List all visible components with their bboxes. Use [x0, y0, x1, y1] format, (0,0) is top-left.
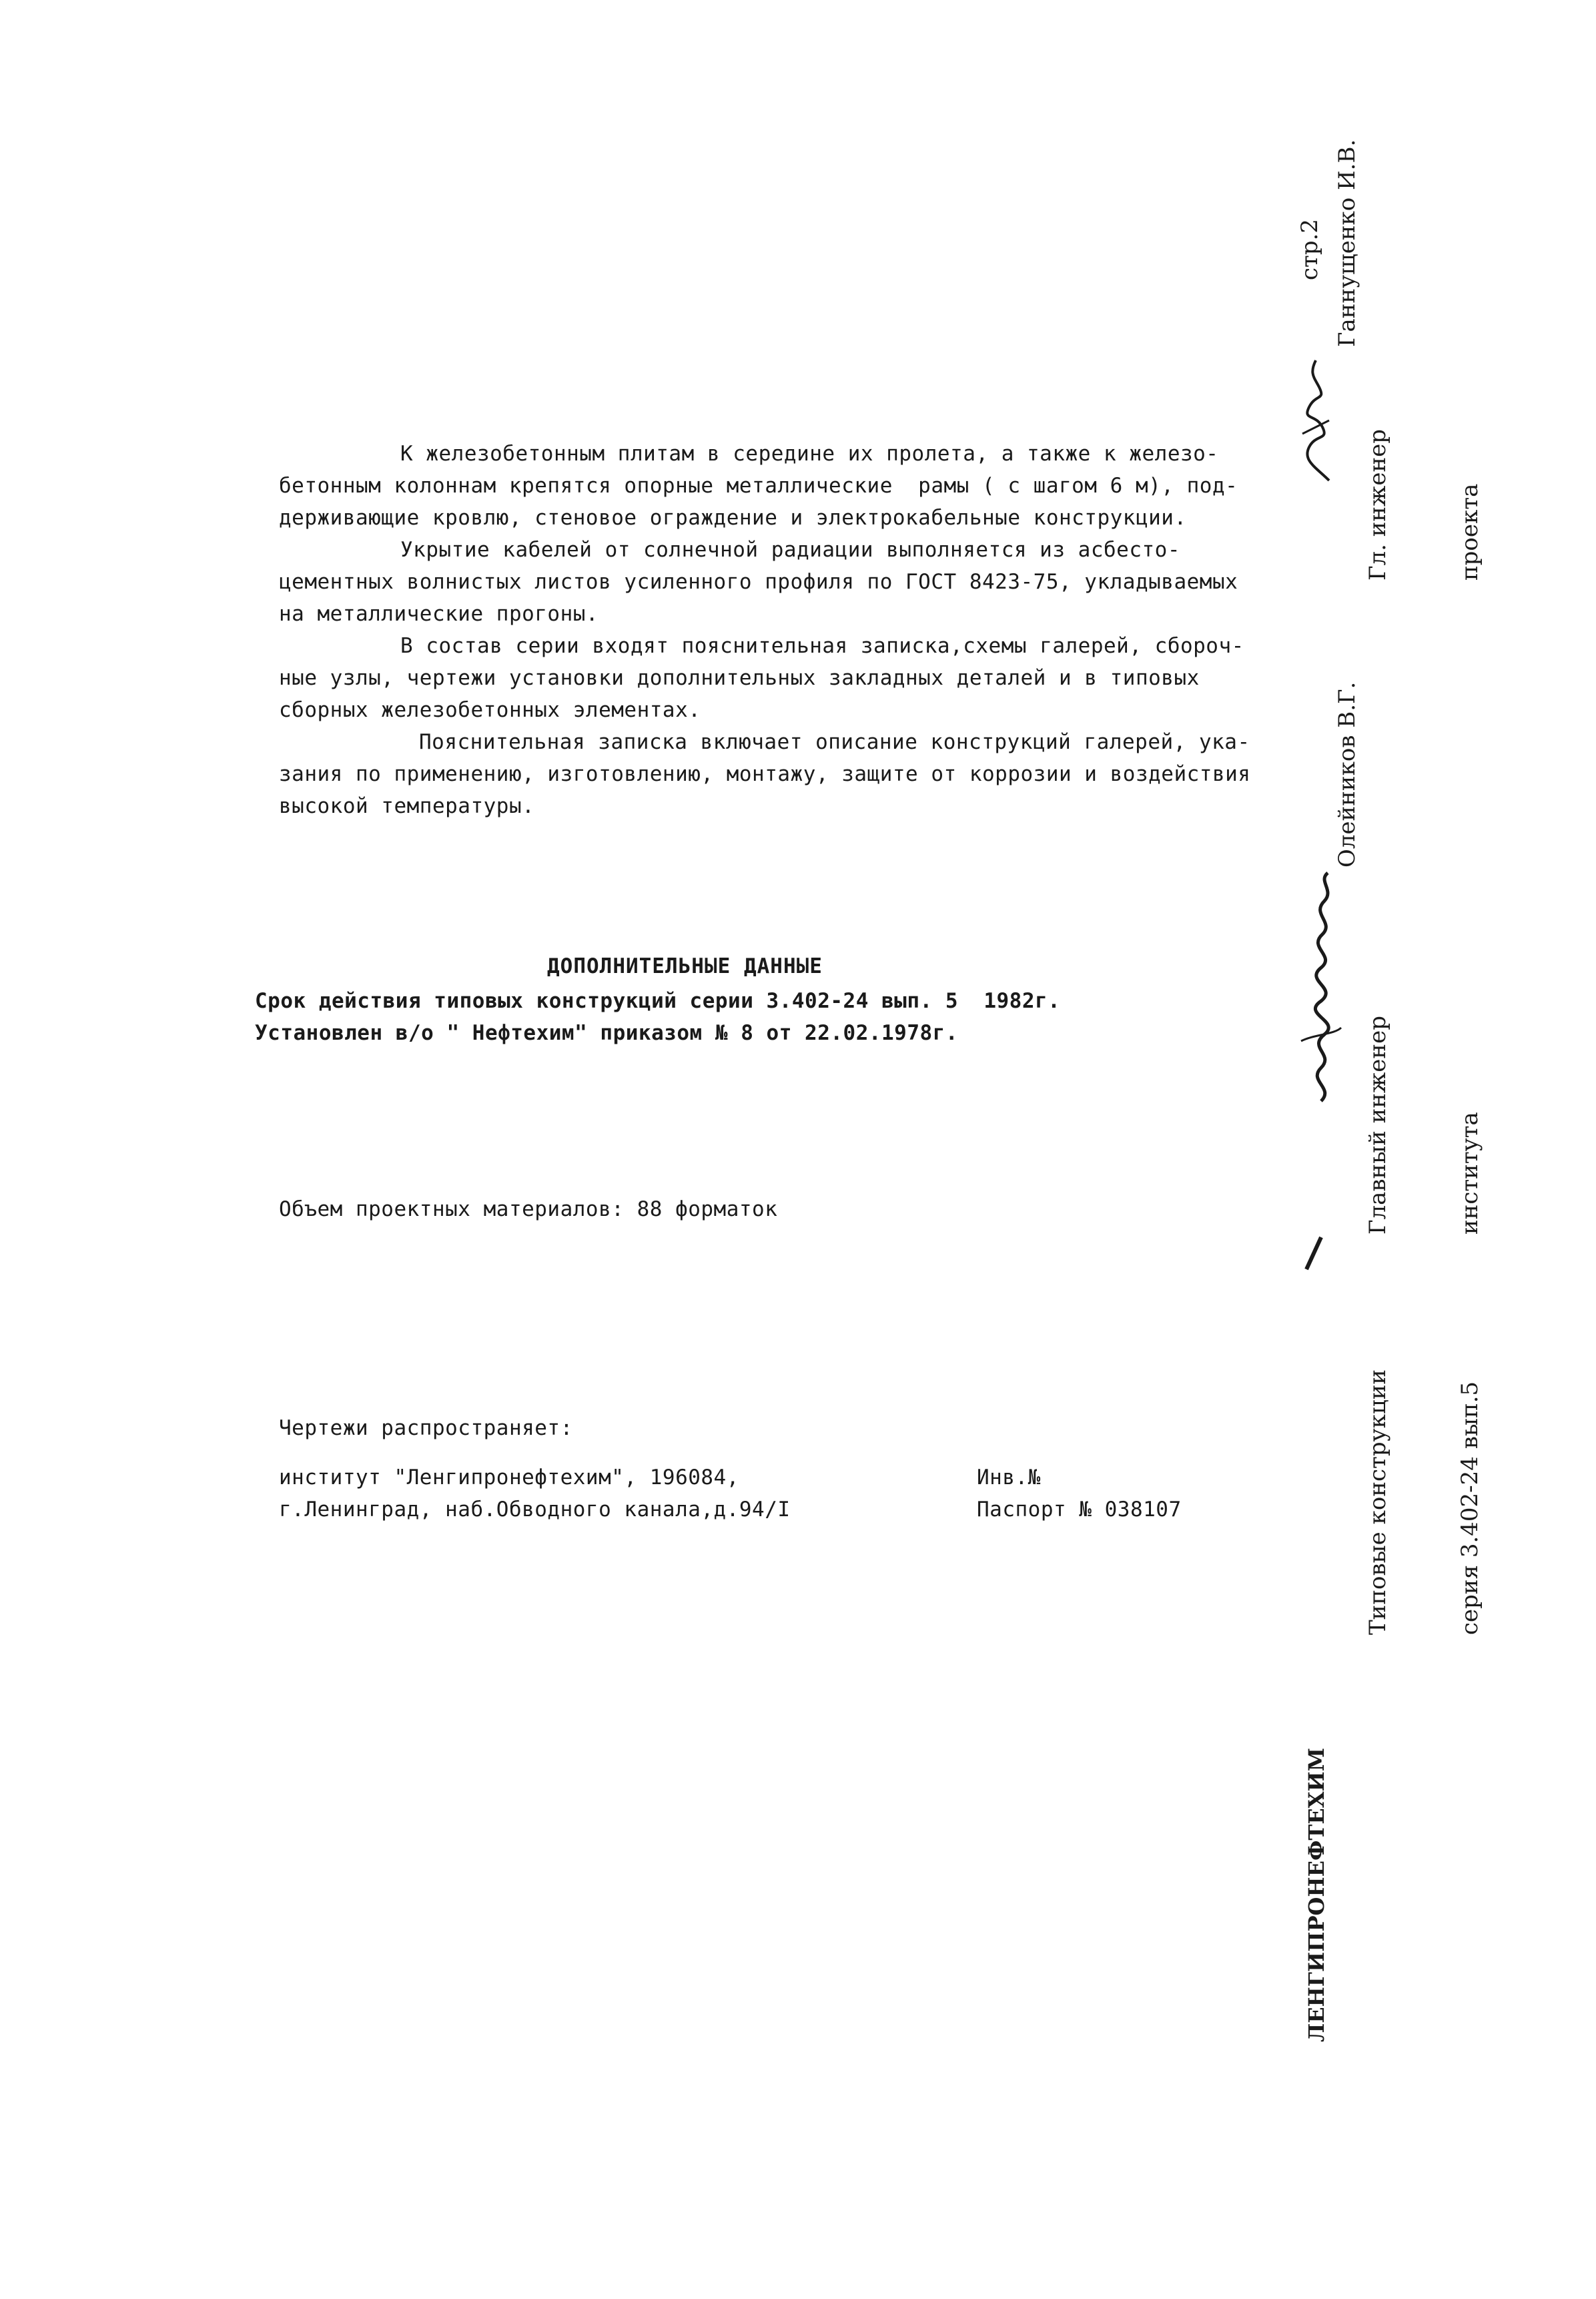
chief-project-engineer-name: Ганнущенко И.В. — [1334, 139, 1360, 347]
paragraph-4-line-2: зания по применению, изготовлению, монтажу, защите от коррозии и воздействия — [279, 762, 1251, 786]
additional-data-heading: ДОПОЛНИТЕЛЬНЫЕ ДАННЫЕ — [547, 954, 823, 978]
inventory-number-label: Инв.№ — [977, 1465, 1041, 1490]
paragraph-3-line-2: ные узлы, чертежи установки дополнительных закладных деталей и в типовых — [279, 666, 1200, 690]
chief-institute-engineer-name: Олейников В.Г. — [1334, 681, 1360, 868]
validity-period-line: Срок действия типовых конструкций серии 3.402-24 вып. 5 1982г. — [255, 989, 1061, 1013]
page-number: стр.2 — [1296, 218, 1323, 280]
design-volume-line: Объем проектных материалов: 88 форматок — [279, 1197, 778, 1221]
chief-institute-engineer-title-line-1: Главный инженер — [1364, 1016, 1391, 1235]
passport-number: Паспорт № 038107 — [977, 1498, 1182, 1522]
paragraph-4-line-1: Пояснительная записка включает описание конструкций галерей, ука- — [419, 730, 1250, 754]
chief-project-engineer-title-line-1: Гл. инженер — [1364, 429, 1391, 581]
paragraph-2-line-1: Укрытие кабелей от солнечной радиации выполняется из асбесто- — [400, 538, 1180, 562]
paragraph-1-line-3: держивающие кровлю, стеновое ограждение и электрокабельные конструкции. — [279, 506, 1187, 530]
chief-institute-engineer-title — [1301, 1016, 1547, 1235]
paragraph-4-line-3: высокой температуры. — [279, 794, 535, 818]
paragraph-3-line-1: В состав серии входят пояснительная записка,схемы галерей, сбороч- — [400, 634, 1244, 658]
institute-name: ЛЕНГИПРОНЕФТЕХИМ — [1304, 1747, 1329, 2042]
paragraph-1-line-2: бетонным колоннам крепятся опорные металлические рамы ( с шагом 6 м), под- — [279, 474, 1238, 498]
approval-order-line: Установлен в/о " Нефтехим" приказом № 8 от 22.02.1978г. — [255, 1021, 958, 1045]
distribution-title: Чертежи распространяет: — [279, 1416, 573, 1440]
chief-project-engineer-title — [1301, 429, 1547, 581]
series-line-1: Типовые конструкции — [1364, 1369, 1391, 1635]
series-line-2: серия 3.402-24 вып.5 — [1457, 1381, 1483, 1635]
series-designation — [1301, 1369, 1547, 1635]
distributor-org-line-2: г.Ленинград, наб.Обводного канала,д.94/I — [279, 1498, 791, 1522]
distributor-org-line-1: институт "Ленгипронефтехим", 196084, — [279, 1465, 739, 1490]
paragraph-1-line-1: К железобетонным плитам в середине их пролета, а также к железо- — [400, 442, 1219, 466]
chief-project-engineer-title-line-2: проекта — [1457, 483, 1483, 581]
signature-tick-mark — [1301, 1235, 1328, 1275]
chief-institute-engineer-title-line-2: института — [1457, 1112, 1483, 1235]
paragraph-2-line-2: цементных волнистых листов усиленного профиля по ГОСТ 8423-75, укладываемых — [279, 570, 1238, 594]
paragraph-2-line-3: на металлические прогоны. — [279, 602, 599, 626]
paragraph-3-line-3: сборных железобетонных элементах. — [279, 698, 701, 722]
